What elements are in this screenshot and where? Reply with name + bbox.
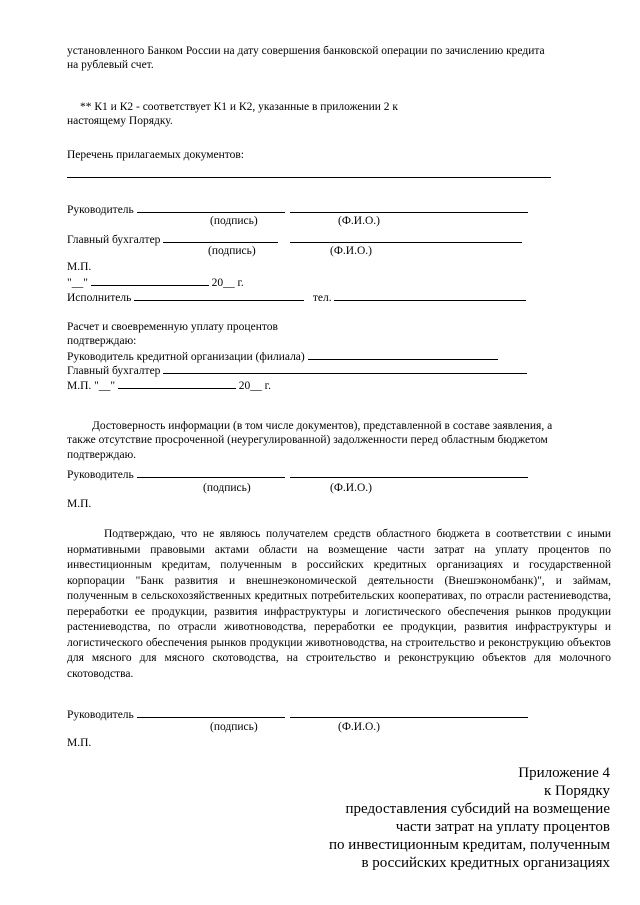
bank-head-label: Руководитель кредитной организации (филиала): [67, 351, 305, 363]
head-signature-row: [67, 201, 528, 217]
confirm-head-label: Руководитель: [67, 709, 134, 721]
head-fio-caption: (Ф.И.О.): [338, 215, 380, 227]
executor-row: [67, 289, 526, 305]
bank-accountant-blank: [163, 362, 527, 374]
head-signature-caption: (подпись): [210, 215, 258, 227]
date-year-2: 20__ г.: [238, 380, 271, 392]
confirm-fio-caption: (Ф.И.О.): [338, 721, 380, 733]
reliability-signature-caption: (подпись): [203, 482, 251, 494]
docs-list-blank-line: [67, 177, 551, 178]
accountant-signature-row: [67, 231, 522, 247]
appendix-line6: в российских кредитных организациях: [361, 855, 610, 871]
confirm-fio-blank: [290, 706, 528, 718]
bank-accountant-label: Главный бухгалтер: [67, 365, 161, 377]
top-para-line2: на рублевый счет.: [67, 59, 154, 71]
appendix-title: Приложение 4: [518, 765, 610, 781]
date-day-2: "__": [94, 380, 116, 392]
head-fio-blank: [290, 201, 528, 213]
accountant-fio-blank: [290, 231, 522, 243]
stamp-mark-2: М.П.: [67, 380, 92, 392]
reliability-line2: также отсутствие просроченной (неурегулированной) задолженности перед областным бюджетом: [67, 434, 548, 446]
interest-line1: Расчет и своевременную уплату процентов: [67, 321, 278, 333]
date-row-2: [67, 377, 271, 393]
phone-blank: [334, 289, 526, 301]
footnote-line1: ** К1 и К2 - соответствует К1 и К2, указанные в приложении 2 к: [80, 101, 399, 113]
date-day: "__": [67, 277, 88, 289]
appendix-line5: по инвестиционным кредитам, полученным: [329, 837, 610, 853]
stamp-mark-4: М.П.: [67, 737, 92, 749]
head-signature-blank: [137, 201, 285, 213]
confirm-signature-blank: [137, 706, 285, 718]
confirmation-paragraph: Подтверждаю, что не являюсь получателем средств областного бюджета в соответствии с иными нормативными правовыми актами области на возмещение части затрат на уплату процентов по инвестиционным кредитам, полученным в российских кредитных организациях и государственной корпорации "Банк развития и внешнеэкономической деятельности (Внешэкономбанк)", и займам, полученным в сельскохозяйственных кредитных потребительских кооперативах, по отрасли растениеводства, переработки ее продукции, развития инфраструктуры и логистического обеспечения рынков продукции растениеводства, по отрасли животноводства, переработки ее продукции, развития инфраструктуры и логистического обеспечения рынков продукции животноводства, на строительство и реконструкцию объектов для мясного для мясного скотоводства, на строительство и реконструкцию объектов для молочного скотоводства.: [67, 528, 611, 680]
appendix-line4: части затрат на уплату процентов: [395, 819, 610, 835]
top-para-line1: установленного Банком России на дату совершения банковской операции по зачислению кредита: [67, 45, 545, 57]
confirm-signature-row: [67, 706, 528, 722]
reliability-line3: подтверждаю.: [67, 449, 137, 461]
accountant-signature-caption: (подпись): [208, 245, 256, 257]
appendix-line2: к Порядку: [544, 783, 610, 799]
reliability-signature-row: [67, 466, 528, 482]
date-month-blank: [91, 274, 209, 286]
date-year: 20__ г.: [211, 277, 244, 289]
date-month-blank-2: [118, 377, 236, 389]
stamp-mark-1: М.П.: [67, 261, 92, 273]
accountant-label: Главный бухгалтер: [67, 234, 161, 246]
accountant-signature-blank: [163, 231, 278, 243]
executor-label: Исполнитель: [67, 292, 132, 304]
executor-blank: [134, 289, 304, 301]
accountant-fio-caption: (Ф.И.О.): [330, 245, 372, 257]
bank-accountant-row: [67, 362, 527, 378]
reliability-head-label: Руководитель: [67, 469, 134, 481]
reliability-fio-caption: (Ф.И.О.): [330, 482, 372, 494]
docs-list-label: Перечень прилагаемых документов:: [67, 149, 245, 161]
confirm-signature-caption: (подпись): [210, 721, 258, 733]
date-row-1: [67, 274, 244, 290]
phone-label: тел.: [312, 292, 332, 304]
reliability-signature-blank: [137, 466, 285, 478]
head-label: Руководитель: [67, 204, 134, 216]
stamp-mark-3: М.П.: [67, 498, 92, 510]
interest-line2: подтверждаю:: [67, 335, 137, 347]
reliability-line1: Достоверность информации (в том числе документов), представленной в составе заявления, а: [92, 420, 553, 432]
reliability-fio-blank: [290, 466, 528, 478]
bank-head-blank: [308, 348, 498, 360]
footnote-line2: настоящему Порядку.: [67, 115, 173, 127]
appendix-line3: предоставления субсидий на возмещение: [345, 801, 610, 817]
